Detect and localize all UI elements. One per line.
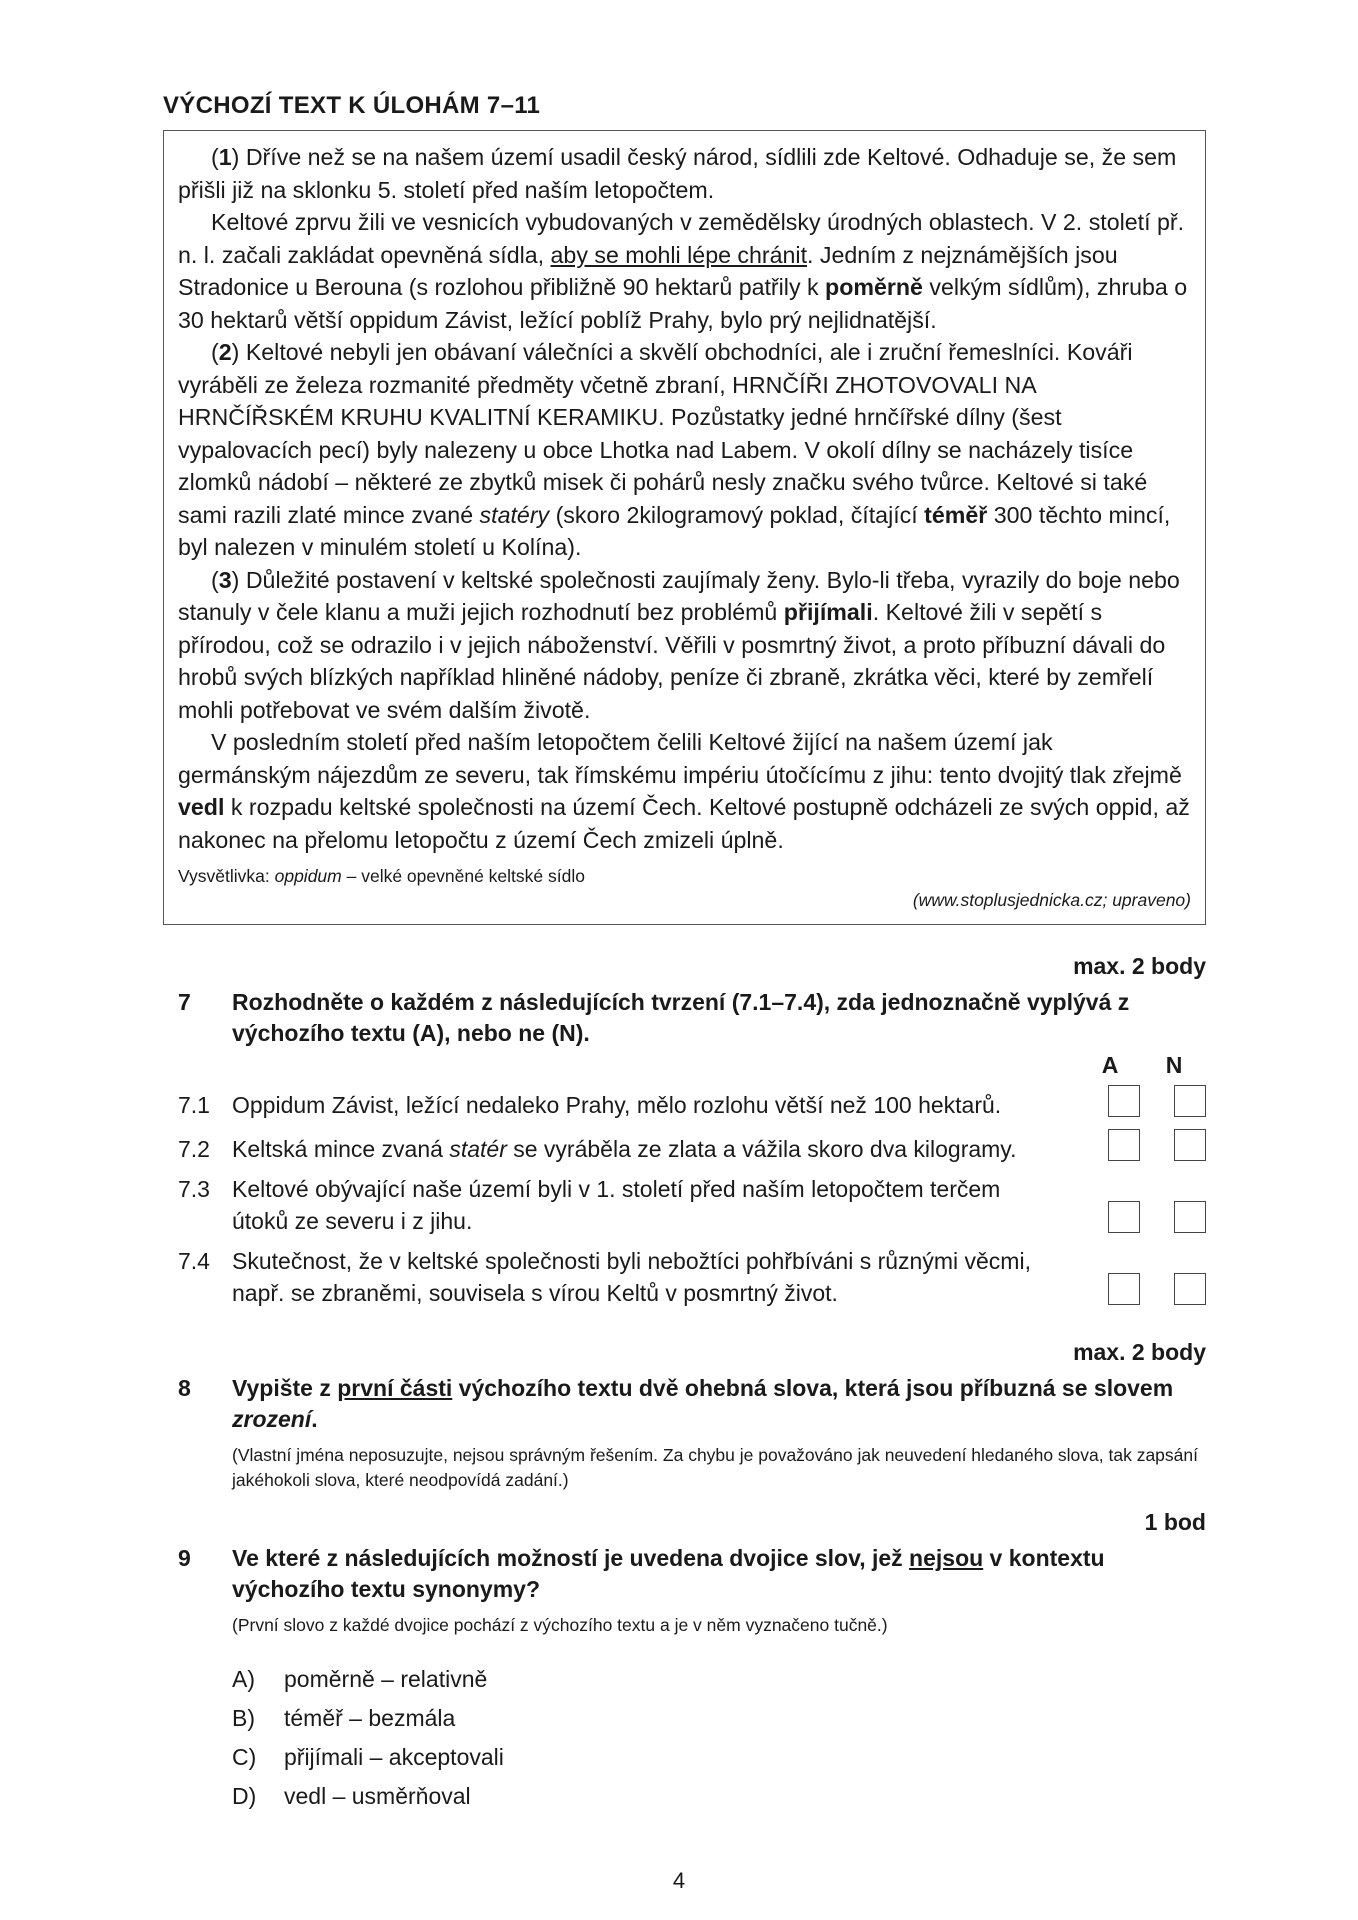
option-text: vedl – usměrňoval bbox=[284, 1783, 471, 1809]
source-citation: (www.stoplusjednicka.cz; upraveno) bbox=[912, 890, 1191, 910]
task8-points: max. 2 body bbox=[1073, 1339, 1206, 1365]
checkbox-n[interactable] bbox=[1174, 1085, 1206, 1117]
task-7 bbox=[163, 987, 1206, 1049]
option-text: poměrně – relativně bbox=[284, 1666, 488, 1692]
paragraph-text: . Keltové žili v sepětí s přírodou, což se odrazilo i v jejich náboženství. Věřili v posmrtný život, a proto příbuzní dávali do hrobů svých blízkých například hliněné nádoby, peníze či zbraně, zkrátka věci, které by zemřelí mohli potřebovat ve svém dalším životě. bbox=[178, 599, 1166, 723]
checkbox-a[interactable] bbox=[1108, 1085, 1140, 1117]
page bbox=[163, 92, 1206, 1816]
option-letter: B) bbox=[232, 1705, 255, 1731]
column-a-label: A bbox=[1101, 1052, 1119, 1078]
statement-7-2 bbox=[163, 1129, 1206, 1165]
statement-7-3 bbox=[163, 1173, 1206, 1237]
section-title: VÝCHOZÍ TEXT K ÚLOHÁM 7–11 bbox=[163, 92, 541, 119]
option-c[interactable] bbox=[232, 1738, 1206, 1777]
statement-text: Keltové obývající naše území byli v 1. století před naším letopočtem terčem útoků ze severu i z jihu. bbox=[232, 1176, 1001, 1234]
paragraph-text: Keltové nebyli jen obávaní válečníci a skvělí obchodníci, ale i zruční řemeslníci. Kováři vyráběli ze železa rozmanité předměty včetně zbraní, HRNČÍŘI ZHOTOVOVALI NA HRNČÍŘSKÉM KRUHU KVALITNÍ KERAMIKU. Pozůstatky jedné hrnčířské dílny (šest vypalovacích pecí) byly nalezeny u obce Lhotka nad Labem. V okolí dílny se nacházely tisíce zlomků nádobí – některé ze zbytků misek či pohárů nesly značku svého tvůrce. Keltové si také sami razili zlaté mince zvané bbox=[178, 339, 1148, 528]
option-a[interactable] bbox=[232, 1660, 1206, 1699]
option-text: téměř – bezmála bbox=[284, 1705, 456, 1731]
task9-note: (První slovo z každé dvojice pochází z výchozího textu a je v něm vyznačeno tučně.) bbox=[232, 1615, 888, 1635]
task-8 bbox=[163, 1373, 1206, 1493]
bold-word: téměř bbox=[924, 501, 988, 528]
page-number: 4 bbox=[672, 1868, 686, 1893]
underlined-phrase: první části bbox=[337, 1375, 453, 1401]
paragraph-5 bbox=[178, 726, 1191, 856]
task-number: 8 bbox=[178, 1375, 191, 1401]
checkbox-n[interactable] bbox=[1174, 1129, 1206, 1161]
task7-question: Rozhodněte o každém z následujících tvrzení (7.1–7.4), zda jednoznačně vyplývá z výchozího textu (A), nebo ne (N). bbox=[232, 989, 1130, 1046]
footnote-definition: – velké opevněné keltské sídlo bbox=[341, 866, 585, 886]
task-number: 7 bbox=[178, 989, 191, 1015]
underlined-word: nejsou bbox=[909, 1545, 984, 1571]
option-letter: C) bbox=[232, 1744, 257, 1770]
statement-number: 7.1 bbox=[178, 1092, 210, 1118]
task9-options bbox=[232, 1660, 1206, 1816]
checkbox-n[interactable] bbox=[1174, 1201, 1206, 1233]
paragraph-text: velkým sídlům), zhruba o 30 hektarů větší oppidum Závist, ležící poblíž Prahy, bylo prý nejlidnatější. bbox=[178, 274, 1188, 333]
italic-word: zrození bbox=[232, 1406, 312, 1432]
answer-column-headers bbox=[163, 1051, 1206, 1079]
paragraph-4: (3) Důležité postavení v keltské společnosti zaujímaly ženy. Bylo-li třeba, vyrazily do boje nebo stanuly v čele klanu a muži jejich rozhodnutí bez problémů přijímali. Keltové žili v sepětí s přírodou, což se odrazilo i v jejich náboženství. Věřili v posmrtný život, a proto příbuzní dávali do hrobů svých blízkých například hliněné nádoby, peníze či zbraně, zkrátka věci, které by zemřelí mohli potřebovat ve svém dalším životě. bbox=[178, 566, 1180, 723]
paragraph-3: (2) Keltové nebyli jen obávaní válečníci a skvělí obchodníci, ale i zruční řemeslníci. Kováři vyráběli ze železa rozmanité předměty včetně zbraní, HRNČÍŘI ZHOTOVOVALI NA HRNČÍŘSKÉM KRUHU KVALITNÍ KERAMIKU. Pozůstatky jedné hrnčířské dílny (šest vypalovacích pecí) byly nalezeny u obce Lhotka nad Labem. V okolí dílny se nacházely tisíce zlomků nádobí – některé ze zbytků misek či pohárů nesly značku svého tvůrce. Keltové si také sami razili zlaté mince zvané statéry (skoro 2kilogramový poklad, čítající téměř 300 těchto mincí, byl nalezen v minulém století u Kolína). bbox=[178, 339, 1171, 560]
footnote bbox=[178, 864, 1191, 888]
paragraph-2 bbox=[178, 206, 1191, 336]
part-number: 1 bbox=[218, 144, 232, 170]
italic-word: statéry bbox=[479, 501, 550, 528]
bold-word: poměrně bbox=[825, 274, 923, 300]
footnote-term: oppidum bbox=[274, 866, 342, 886]
question-text: Vypište z bbox=[232, 1375, 338, 1401]
option-d[interactable] bbox=[232, 1777, 1206, 1816]
column-n-label: N bbox=[1165, 1052, 1183, 1078]
task8-note: (Vlastní jména neposuzujte, nejsou správným řešením. Za chybu je považováno jak neuvedení hledaného slova, tak zapsání jakéhokoli slova, které neodpovídá zadání.) bbox=[232, 1445, 1198, 1490]
statement-number: 7.2 bbox=[178, 1136, 210, 1162]
statement-7-1 bbox=[163, 1085, 1206, 1121]
question-text: v kontextu výchozího textu synonymy? bbox=[232, 1545, 1105, 1602]
paragraph-text: Dříve než se na našem území usadil český národ, sídlili zde Keltové. Odhaduje se, že sem přišli již na sklonku 5. století před naším letopočtem. bbox=[178, 144, 1177, 203]
bold-word: vedl bbox=[178, 794, 225, 820]
italic-word: statér bbox=[449, 1136, 507, 1162]
statement-text bbox=[232, 1133, 1074, 1165]
task7-points: max. 2 body bbox=[1073, 953, 1206, 979]
task-number: 9 bbox=[178, 1545, 191, 1571]
question-text: Ve které z následujících možností je uvedena dvojice slov, jež bbox=[232, 1545, 910, 1571]
task-9 bbox=[163, 1543, 1206, 1638]
task9-points: 1 bod bbox=[1144, 1509, 1206, 1535]
checkbox-a[interactable] bbox=[1108, 1201, 1140, 1233]
paragraph-text: 300 těchto mincí, byl nalezen v minulém století u Kolína). bbox=[178, 501, 1171, 560]
paragraph-1: (1) Dříve než se na našem území usadil český národ, sídlili zde Keltové. Odhaduje se, že sem přišli již na sklonku 5. století před naším letopočtem. bbox=[178, 144, 1177, 203]
statement-text: Skutečnost, že v keltské společnosti byli nebožtíci pohřbíváni s různými věcmi, např. se zbraněmi, souvisela s vírou Keltů v posmrtný život. bbox=[232, 1248, 1031, 1306]
source-text-box bbox=[163, 130, 1206, 925]
option-b[interactable] bbox=[232, 1699, 1206, 1738]
statement-7-4 bbox=[163, 1245, 1206, 1309]
checkbox-a[interactable] bbox=[1108, 1273, 1140, 1305]
statement-text-part: Keltská mince zvaná bbox=[232, 1136, 450, 1162]
part-number: 3 bbox=[218, 566, 232, 593]
option-text: přijímali – akceptovali bbox=[284, 1744, 504, 1770]
question-text: . bbox=[311, 1406, 318, 1432]
question-text: výchozího textu dvě ohebná slova, která jsou příbuzná se slovem bbox=[452, 1375, 1174, 1401]
task9-question bbox=[232, 1543, 1206, 1605]
checkbox-n[interactable] bbox=[1174, 1273, 1206, 1305]
option-letter: D) bbox=[232, 1783, 257, 1809]
part-number: 2 bbox=[218, 339, 232, 365]
statement-text-part: se vyráběla ze zlata a vážila skoro dva kilogramy. bbox=[506, 1136, 1017, 1162]
statement-text: Oppidum Závist, ležící nedaleko Prahy, mělo rozlohu větší než 100 hektarů. bbox=[232, 1092, 1002, 1118]
statement-number: 7.3 bbox=[178, 1176, 210, 1202]
task8-question bbox=[232, 1373, 1206, 1435]
paragraph-text: k rozpadu keltské společnosti na území Čech. Keltové postupně odcházeli ze svých oppid, až nakonec na přelomu letopočtu z území Čech zmizeli úplně. bbox=[178, 794, 1190, 853]
paragraph-text: V posledním století před naším letopočtem čelili Keltové žijící na našem území jak germánským nájezdům ze severu, tak římskému impériu útočícímu z jihu: tento dvojitý tlak zřejmě bbox=[178, 729, 1182, 788]
underlined-phrase: aby se mohli lépe chránit bbox=[550, 241, 808, 268]
statement-number: 7.4 bbox=[178, 1248, 210, 1274]
paragraph-text: (skoro 2kilogramový poklad, čítající bbox=[549, 501, 925, 528]
paragraph-text: Keltové zprvu žili ve vesnicích vybudovaných v zemědělsky úrodných oblastech. V 2. století př. n. l. začali zakládat opevněná sídla, bbox=[178, 209, 1185, 268]
bold-word: přijímali bbox=[783, 599, 873, 625]
option-letter: A) bbox=[232, 1666, 255, 1692]
checkbox-a[interactable] bbox=[1108, 1129, 1140, 1161]
paragraph-text: Důležité postavení v keltské společnosti zaujímaly ženy. Bylo-li třeba, vyrazily do boje nebo stanuly v čele klanu a muži jejich rozhodnutí bez problémů bbox=[178, 566, 1180, 625]
paragraph-text: . Jedním z nejznámějších jsou Stradonice u Berouna (s rozlohou přibližně 90 hektarů patřily k bbox=[178, 241, 1118, 300]
footnote-label: Vysvětlivka: bbox=[178, 866, 275, 886]
